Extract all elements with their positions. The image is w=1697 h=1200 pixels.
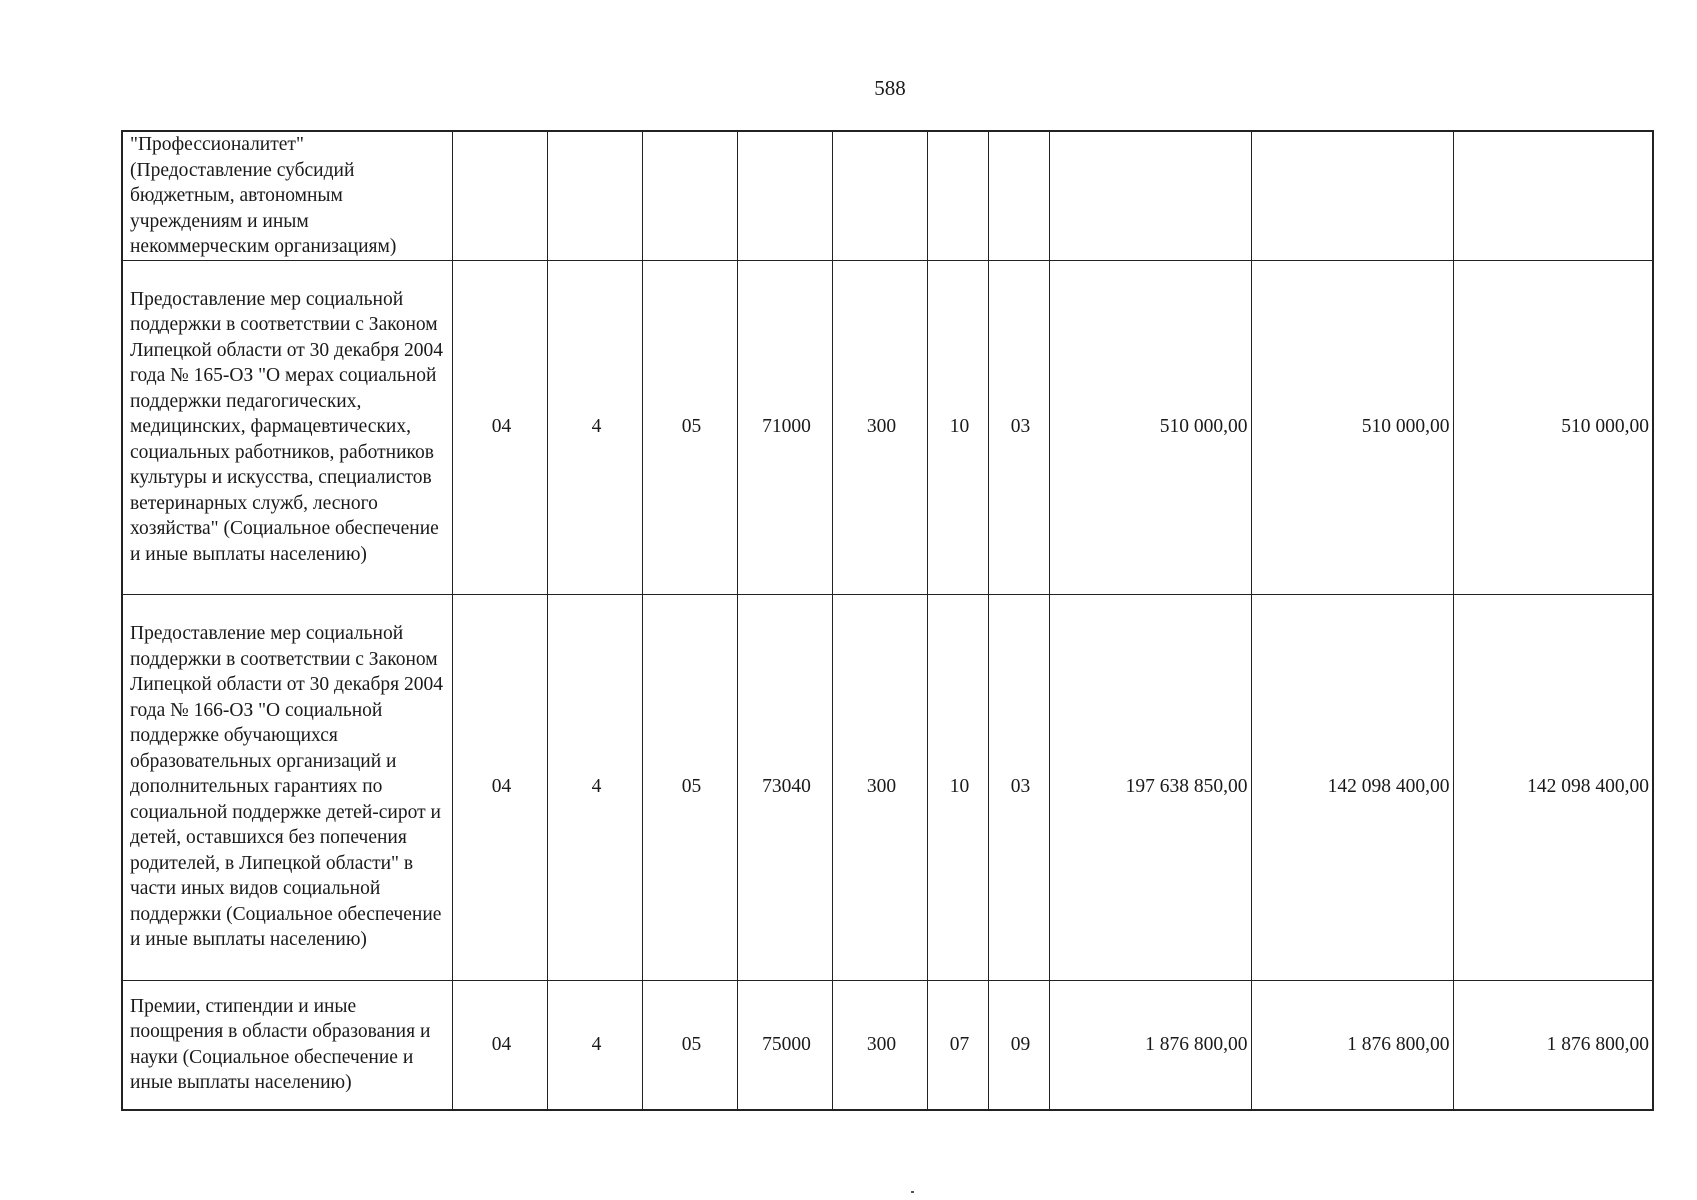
section-cell (927, 131, 988, 260)
subprogram-code-cell: 4 (547, 980, 642, 1110)
subprogram-code-cell: 4 (547, 260, 642, 594)
program-code-cell: 04 (452, 260, 547, 594)
amount-year-3 (1453, 131, 1653, 260)
row-description: Предоставление мер социальной поддержки в соответствии с Законом Липецкой области от 30 декабря 2004 года № 166-ОЗ "О социальной поддержке обучающихся образовательных организаций и дополнительных гарантиях по социальной поддержке детей-сирот и детей, оставшихся без попечения родителей, в Липецкой области" в части иных видов социальной поддержки (Социальное обеспечение и иные выплаты населению) (122, 594, 452, 980)
amount-year-1: 197 638 850,00 (1049, 594, 1251, 980)
program-code-cell: 04 (452, 980, 547, 1110)
section-cell: 07 (927, 980, 988, 1110)
amount-year-2 (1251, 131, 1453, 260)
amount-year-3: 1 876 800,00 (1453, 980, 1653, 1110)
event-code-cell: 05 (642, 980, 737, 1110)
table-row (122, 594, 1653, 980)
subsection-cell (988, 131, 1049, 260)
amount-year-2: 142 098 400,00 (1251, 594, 1453, 980)
subsection-cell: 09 (988, 980, 1049, 1110)
amount-year-1: 1 876 800,00 (1049, 980, 1251, 1110)
row-description: Премии, стипендии и иные поощрения в области образования и науки (Социальное обеспечение и иные выплаты населению) (122, 980, 452, 1110)
scan-speck (911, 1191, 914, 1193)
subsection-cell: 03 (988, 260, 1049, 594)
expense-type-cell (832, 131, 927, 260)
budget-table (121, 130, 1654, 1111)
amount-year-3: 510 000,00 (1453, 260, 1653, 594)
section-cell: 10 (927, 260, 988, 594)
table-row (122, 131, 1653, 260)
event-code-cell: 05 (642, 594, 737, 980)
program-code-cell (452, 131, 547, 260)
expense-type-cell: 300 (832, 980, 927, 1110)
subsection-cell: 03 (988, 594, 1049, 980)
expense-type-cell: 300 (832, 594, 927, 980)
table-row (122, 260, 1653, 594)
section-cell: 10 (927, 594, 988, 980)
subprogram-code-cell (547, 131, 642, 260)
direction-code-cell: 71000 (737, 260, 832, 594)
event-code-cell (642, 131, 737, 260)
event-code-cell: 05 (642, 260, 737, 594)
amount-year-1 (1049, 131, 1251, 260)
amount-year-3: 142 098 400,00 (1453, 594, 1653, 980)
expense-type-cell: 300 (832, 260, 927, 594)
direction-code-cell: 75000 (737, 980, 832, 1110)
row-description: "Профессионалитет" (Предоставление субсидий бюджетным, автономным учреждениям и иным некоммерческим организациям) (122, 131, 452, 260)
amount-year-1: 510 000,00 (1049, 260, 1251, 594)
amount-year-2: 510 000,00 (1251, 260, 1453, 594)
page-number: 588 (874, 76, 906, 100)
subprogram-code-cell: 4 (547, 594, 642, 980)
direction-code-cell (737, 131, 832, 260)
direction-code-cell: 73040 (737, 594, 832, 980)
table-row (122, 980, 1653, 1110)
program-code-cell: 04 (452, 594, 547, 980)
amount-year-2: 1 876 800,00 (1251, 980, 1453, 1110)
row-description: Предоставление мер социальной поддержки в соответствии с Законом Липецкой области от 30 декабря 2004 года № 165-ОЗ "О мерах социальной поддержки педагогических, медицинских, фармацевтических, социальных работников, работников культуры и искусства, специалистов ветеринарных служб, лесного хозяйства" (Социальное обеспечение и иные выплаты населению) (122, 260, 452, 594)
